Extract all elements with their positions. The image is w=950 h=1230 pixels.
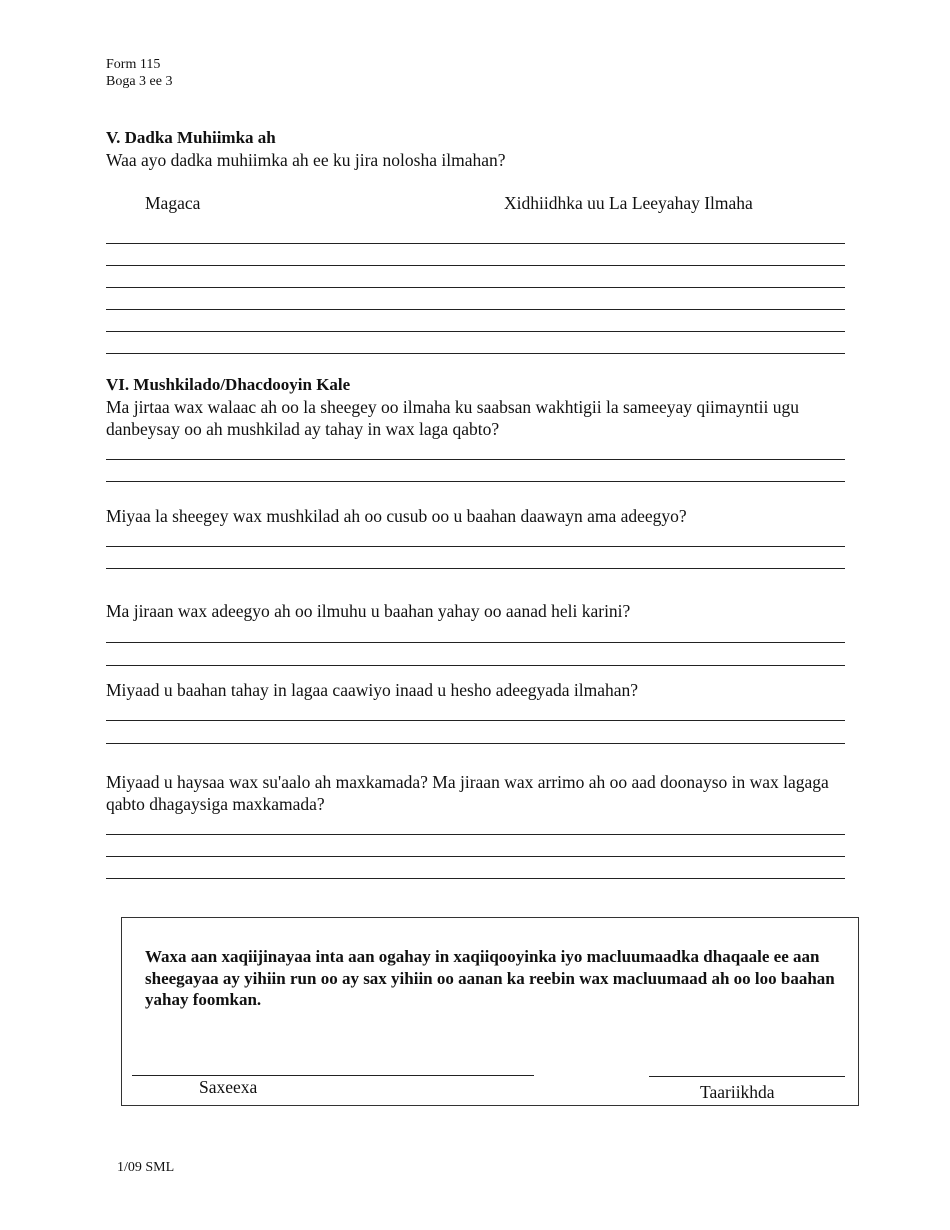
form-number: Form 115 <box>106 57 161 72</box>
answer-line[interactable] <box>106 481 845 482</box>
answer-line[interactable] <box>106 878 845 879</box>
certification-box <box>121 917 859 1106</box>
answer-line[interactable] <box>106 287 845 288</box>
answer-line[interactable] <box>106 546 845 547</box>
certification-statement: Waxa aan xaqiijinayaa inta aan ogahay in xaqiiqooyinka iyo macluumaadka dhaqaale ee aan sheegayaa ay yihiin run oo ay sax yihiin oo aanan ka reebin wax macluumaad ah oo loo baahan yahay foomkan. <box>145 947 835 1009</box>
answer-line[interactable] <box>106 353 845 354</box>
date-label: Taariikhda <box>700 1082 775 1102</box>
section-vi-question-3: Ma jiraan wax adeegyo ah oo ilmuhu u baahan yahay oo aanad heli karini? <box>106 601 631 621</box>
answer-line[interactable] <box>106 834 845 835</box>
page-indicator: Boga 3 ee 3 <box>106 74 173 89</box>
signature-label: Saxeexa <box>199 1077 258 1097</box>
column-header-name: Magaca <box>145 193 201 213</box>
answer-line[interactable] <box>106 642 845 643</box>
answer-line[interactable] <box>106 243 845 244</box>
answer-line[interactable] <box>106 459 845 460</box>
form-revision: 1/09 SML <box>117 1160 175 1175</box>
section-vi-title: VI. Mushkilado/Dhacdooyin Kale <box>106 375 351 394</box>
date-line[interactable] <box>649 1076 845 1077</box>
answer-line[interactable] <box>106 665 845 666</box>
section-v-question: Waa ayo dadka muhiimka ah ee ku jira nolosha ilmahan? <box>106 150 506 170</box>
answer-line[interactable] <box>106 743 845 744</box>
section-vi-question-5: Miyaad u haysaa wax su'aalo ah maxkamada? Ma jiraan wax arrimo ah oo aad doonayso in wax lagaga qabto dhagaysiga maxkamada? <box>106 772 829 814</box>
section-v-title: V. Dadka Muhiimka ah <box>106 128 276 147</box>
answer-line[interactable] <box>106 331 845 332</box>
answer-line[interactable] <box>106 856 845 857</box>
answer-line[interactable] <box>106 265 845 266</box>
section-vi-question-4: Miyaad u baahan tahay in lagaa caawiyo inaad u hesho adeegyada ilmahan? <box>106 680 639 700</box>
section-vi-question-1: Ma jirtaa wax walaac ah oo la sheegey oo ilmaha ku saabsan wakhtigii la sameeyay qiimayntii ugu danbeysay oo ah mushkilad ay tahay in wax laga qabto? <box>106 397 799 439</box>
section-vi-question-2: Miyaa la sheegey wax mushkilad ah oo cusub oo u baahan daawayn ama adeegyo? <box>106 506 687 526</box>
answer-line[interactable] <box>106 720 845 721</box>
answer-line[interactable] <box>106 309 845 310</box>
column-header-relationship: Xidhiidhka uu La Leeyahay Ilmaha <box>504 193 753 213</box>
answer-line[interactable] <box>106 568 845 569</box>
signature-line[interactable] <box>132 1075 534 1076</box>
